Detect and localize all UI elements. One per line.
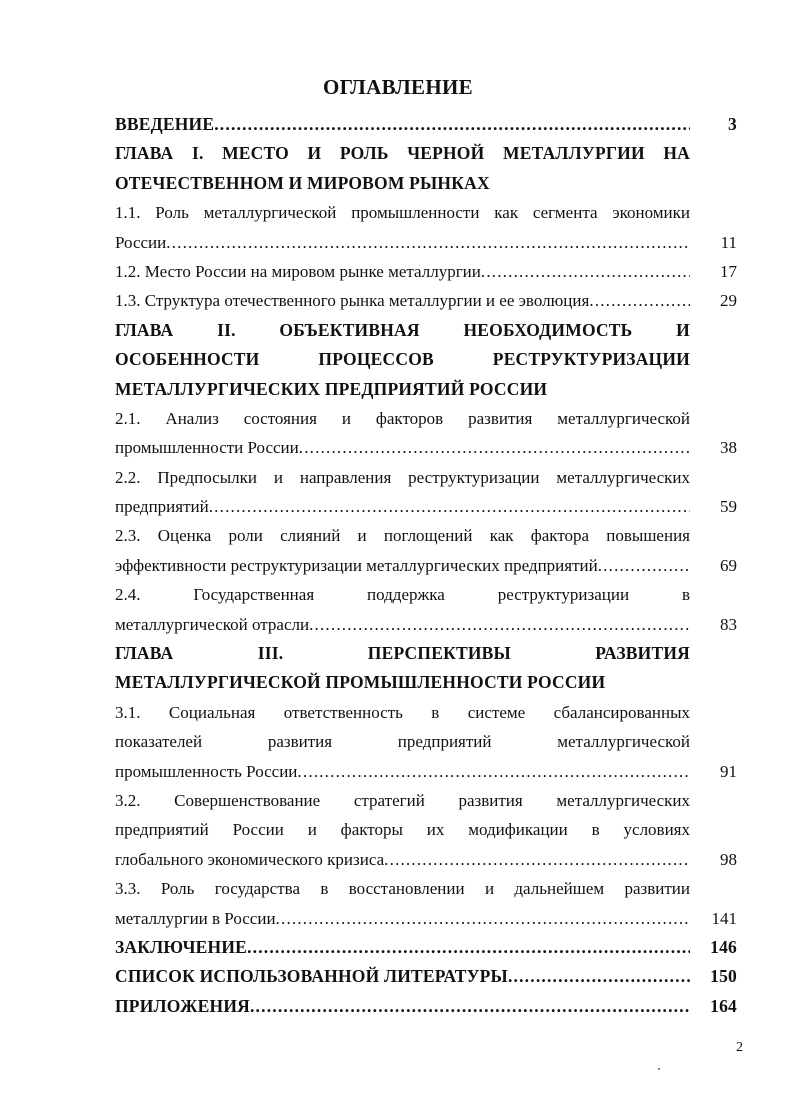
toc-line <box>115 169 737 198</box>
toc-entry <box>115 992 737 1021</box>
toc-line-text: ГЛАВА I. МЕСТО И РОЛЬ ЧЕРНОЙ МЕТАЛЛУРГИИ НА <box>115 143 690 164</box>
dot-leader <box>209 492 690 521</box>
toc-entry <box>115 698 737 786</box>
toc-line-text-wrap <box>115 904 690 933</box>
toc-line <box>115 404 737 433</box>
toc-line <box>115 845 737 874</box>
toc-line-text-wrap <box>115 610 690 639</box>
toc-line-text-wrap <box>115 228 690 257</box>
toc-entry <box>115 198 737 257</box>
toc-line <box>115 463 737 492</box>
toc-line-text: 1.1. Роль металлургической промышленности как сегмента экономики <box>115 203 690 223</box>
toc-line-text-wrap <box>115 492 690 521</box>
toc-line-text-wrap <box>115 110 690 139</box>
toc-line <box>115 110 737 139</box>
dot-leader <box>589 286 690 315</box>
dot-leader <box>598 551 690 580</box>
toc-page-number: 98 <box>720 849 737 869</box>
toc-line-text: показателей развития предприятий металлургической <box>115 732 690 752</box>
toc-entry <box>115 463 737 522</box>
toc-line-text: ГЛАВА II. ОБЪЕКТИВНАЯ НЕОБХОДИМОСТЬ И <box>115 319 690 340</box>
toc-line <box>115 962 737 991</box>
toc-chapter-heading <box>115 639 737 698</box>
toc-line <box>115 139 737 168</box>
toc-line <box>115 257 737 286</box>
toc-line-text: 1.3. Структура отечественного рынка металлургии и ее эволюция <box>115 291 590 311</box>
dot-leader <box>481 257 690 286</box>
toc-page-number: 146 <box>710 936 737 957</box>
toc-line-text: 1.2. Место России на мировом рынке металлургии <box>115 261 481 281</box>
toc-page-number: 91 <box>720 761 737 781</box>
toc-line <box>115 933 737 962</box>
dot-leader <box>384 845 690 874</box>
toc-line-text: предприятий <box>115 497 209 517</box>
toc-line <box>115 580 737 609</box>
toc-line <box>115 904 737 933</box>
toc-entry <box>115 257 737 286</box>
toc-page-number: 150 <box>710 966 737 987</box>
dot-leader <box>297 757 690 786</box>
toc-entry <box>115 521 737 580</box>
toc-chapter-heading <box>115 316 737 404</box>
toc-line <box>115 874 737 903</box>
scan-speck <box>658 1068 660 1070</box>
toc-line <box>115 492 737 521</box>
toc-page-number: 38 <box>720 438 737 458</box>
toc-line <box>115 992 737 1021</box>
dot-leader <box>247 933 690 962</box>
toc-line-text: 3.2. Совершенствование стратегий развития металлургических <box>115 790 690 810</box>
toc-page-number: 3 <box>728 114 737 134</box>
toc-line-text-wrap <box>115 845 690 874</box>
toc-line-text: металлургической отрасли <box>115 614 310 634</box>
toc-line-text: 2.2. Предпосылки и направления реструктуризации металлургических <box>115 467 690 487</box>
page-title: ОГЛАВЛЕНИЕ <box>323 75 473 99</box>
toc-page-number: 69 <box>720 555 737 575</box>
table-of-contents <box>115 110 737 1021</box>
toc-line <box>115 698 737 727</box>
dot-leader <box>214 110 690 139</box>
toc-line-text: глобального экономического кризиса <box>115 849 385 869</box>
toc-page-number: 11 <box>720 232 737 252</box>
toc-line <box>115 521 737 550</box>
toc-line-text: промышленность России <box>115 761 298 781</box>
dot-leader <box>299 433 690 462</box>
dot-leader <box>508 962 690 991</box>
toc-page-number: 164 <box>710 995 737 1016</box>
toc-line-text-wrap <box>115 962 690 991</box>
toc-page-number: 59 <box>720 497 737 517</box>
toc-page-number: 83 <box>720 614 737 634</box>
toc-line-text: 2.1. Анализ состояния и факторов развития металлургической <box>115 408 690 428</box>
toc-line-text: СПИСОК ИСПОЛЬЗОВАННОЙ ЛИТЕРАТУРЫ <box>115 966 508 987</box>
toc-entry <box>115 874 737 933</box>
toc-entry <box>115 933 737 962</box>
toc-page-number: 17 <box>720 261 737 281</box>
toc-line-text-wrap <box>115 257 690 286</box>
toc-line-text: ВВЕДЕНИЕ <box>115 114 215 134</box>
toc-line <box>115 198 737 227</box>
toc-line <box>115 815 737 844</box>
dot-leader <box>166 228 690 257</box>
toc-line-text: 3.1. Социальная ответственность в системе сбалансированных <box>115 702 690 722</box>
toc-line <box>115 286 737 315</box>
toc-line-text: ОТЕЧЕСТВЕННОМ И МИРОВОМ РЫНКАХ <box>115 172 490 193</box>
toc-line <box>115 639 737 668</box>
toc-entry <box>115 962 737 991</box>
toc-line-text: 2.3. Оценка роли слияний и поглощений как фактора повышения <box>115 526 690 546</box>
toc-line <box>115 610 737 639</box>
toc-line-text: промышленности России <box>115 438 299 458</box>
toc-line-text: 2.4. Государственная поддержка реструктуризации в <box>115 585 690 605</box>
toc-page-number: 141 <box>711 908 737 928</box>
toc-line-text: МЕТАЛЛУРГИЧЕСКОЙ ПРОМЫШЛЕННОСТИ РОССИИ <box>115 672 606 693</box>
toc-line-text-wrap <box>115 433 690 462</box>
toc-line <box>115 228 737 257</box>
toc-chapter-heading <box>115 139 737 198</box>
toc-line <box>115 551 737 580</box>
dot-leader <box>309 610 690 639</box>
toc-line-text: эффективности реструктуризации металлургических предприятий <box>115 555 598 575</box>
toc-line-text: России <box>115 232 167 252</box>
toc-line-text-wrap <box>115 757 690 786</box>
toc-line-text: ОСОБЕННОСТИ ПРОЦЕССОВ РЕСТРУКТУРИЗАЦИИ <box>115 349 690 370</box>
toc-line-text: ЗАКЛЮЧЕНИЕ <box>115 936 248 957</box>
toc-line-text-wrap <box>115 551 690 580</box>
toc-line-text: ГЛАВА III. ПЕРСПЕКТИВЫ РАЗВИТИЯ <box>115 643 690 664</box>
toc-line <box>115 757 737 786</box>
toc-line-text-wrap <box>115 933 690 962</box>
toc-page-number: 29 <box>720 291 737 311</box>
dot-leader <box>250 992 690 1021</box>
toc-entry <box>115 110 737 139</box>
toc-line-text: предприятий России и факторы их модификации в условиях <box>115 820 690 840</box>
toc-entry <box>115 580 737 639</box>
page-number: 2 <box>736 1040 743 1055</box>
toc-line <box>115 375 737 404</box>
toc-line-text: ПРИЛОЖЕНИЯ <box>115 995 250 1016</box>
toc-line-text: 3.3. Роль государства в восстановлении и дальнейшем развитии <box>115 879 690 899</box>
toc-line <box>115 345 737 374</box>
toc-line-text: МЕТАЛЛУРГИЧЕСКИХ ПРЕДПРИЯТИЙ РОССИИ <box>115 378 548 399</box>
toc-line <box>115 727 737 756</box>
toc-entry <box>115 786 737 874</box>
toc-line <box>115 316 737 345</box>
toc-entry <box>115 286 737 315</box>
toc-line <box>115 668 737 697</box>
toc-line <box>115 433 737 462</box>
toc-line <box>115 786 737 815</box>
dot-leader <box>276 904 690 933</box>
toc-line-text: металлургии в России <box>115 908 276 928</box>
toc-line-text-wrap <box>115 286 690 315</box>
toc-line-text-wrap <box>115 992 690 1021</box>
toc-entry <box>115 404 737 463</box>
